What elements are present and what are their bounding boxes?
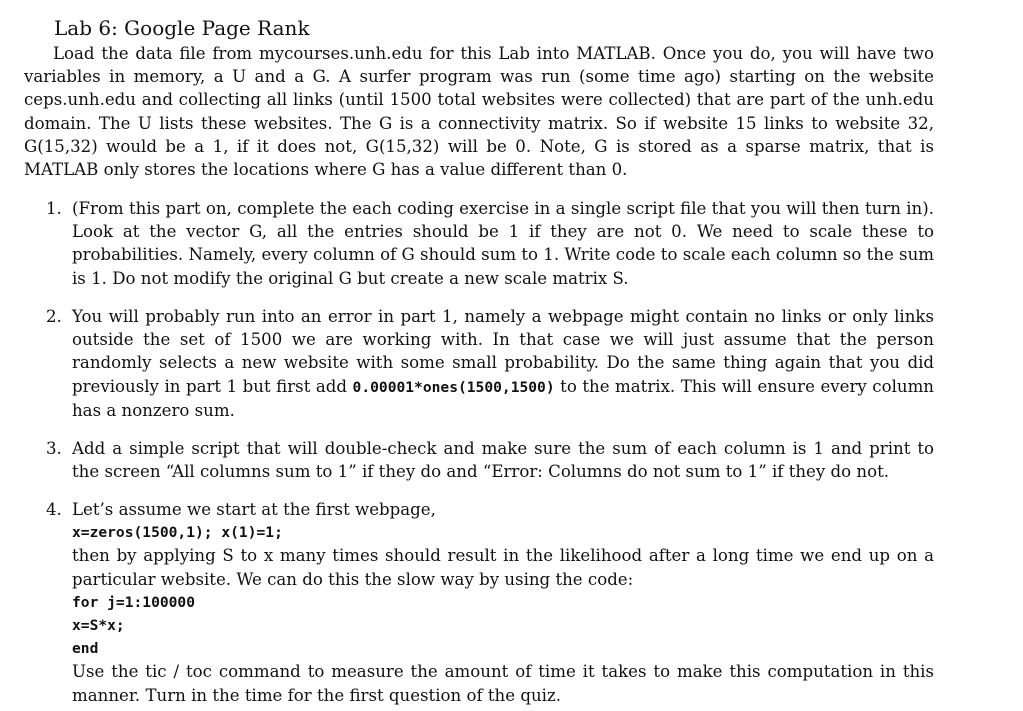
item-intro: Let’s assume we start at the first webpage, (72, 500, 436, 519)
item-text: (From this part on, complete the each coding exercise in a single script file that you will then turn in). Look at the vector G, all the entries should be 1 if they are not 0. We need to scale these to probabilities. Namely, every column of G should sum to 1. Write code to scale each column so the sum is 1. Do not modify the original G but create a new scale matrix S. (72, 199, 934, 288)
item-number: 2. (46, 307, 62, 326)
list-item-1 (46, 197, 934, 290)
code-line-for: for j=1:100000 (72, 593, 196, 611)
list-item-4 (46, 498, 934, 707)
item-number: 1. (46, 199, 62, 218)
code-line-end: end (72, 640, 99, 658)
lab-title: Lab 6: Google Page Rank (54, 16, 310, 40)
code-line-assign: x=S*x; (72, 617, 125, 635)
item-body (72, 498, 934, 707)
item-text: Add a simple script that will double-check and make sure the sum of each column is 1 and print to the screen “All columns sum to 1” if they do and “Error: Columns do not sum to 1” if they do not. (72, 439, 934, 482)
list-item-2 (46, 305, 934, 422)
item-text-after: to the matrix. This will ensure every column has a nonzero sum. (72, 376, 934, 420)
intro-paragraph: Load the data file from mycourses.unh.edu for this Lab into MATLAB. Once you do, you will have two variables in memory, a U and a G. A surfer program was run (some time ago) starting on the website ceps.unh.edu and collecting all links (until 1500 total websites were collected) that are part of the unh.edu domain. The U lists these websites. The G is a connectivity matrix. So if website 15 links to website 32, G(15,32) would be a 1, if it does not, G(15,32) will be 0. Note, G is stored as a sparse matrix, that is MATLAB only stores the locations where G has a value different than 0. (24, 44, 934, 180)
item-body (72, 305, 934, 422)
item-outro: Use the tic / toc command to measure the amount of time it takes to make this computation in this manner. Turn in the time for the first question of the quiz. (72, 662, 934, 705)
item-middle: then by applying S to x many times should result in the likelihood after a long time we end up on a particular website. We can do this the slow way by using the code: (72, 546, 934, 589)
item-number: 4. (46, 500, 62, 519)
list-item-3 (46, 437, 934, 483)
code-line-init: x=zeros(1500,1); x(1)=1; (72, 524, 283, 542)
item-text-before: You will probably run into an error in part 1, namely a webpage might contain no links or only links outside the set of 1500 we are working with. In that case we will just assume that the person randomly selects a new website with some small probability. Do the same thing again that you did previously in part 1 but first add (72, 307, 934, 396)
inline-code: 0.00001*ones(1500,1500) (352, 378, 555, 396)
item-number: 3. (46, 439, 62, 458)
